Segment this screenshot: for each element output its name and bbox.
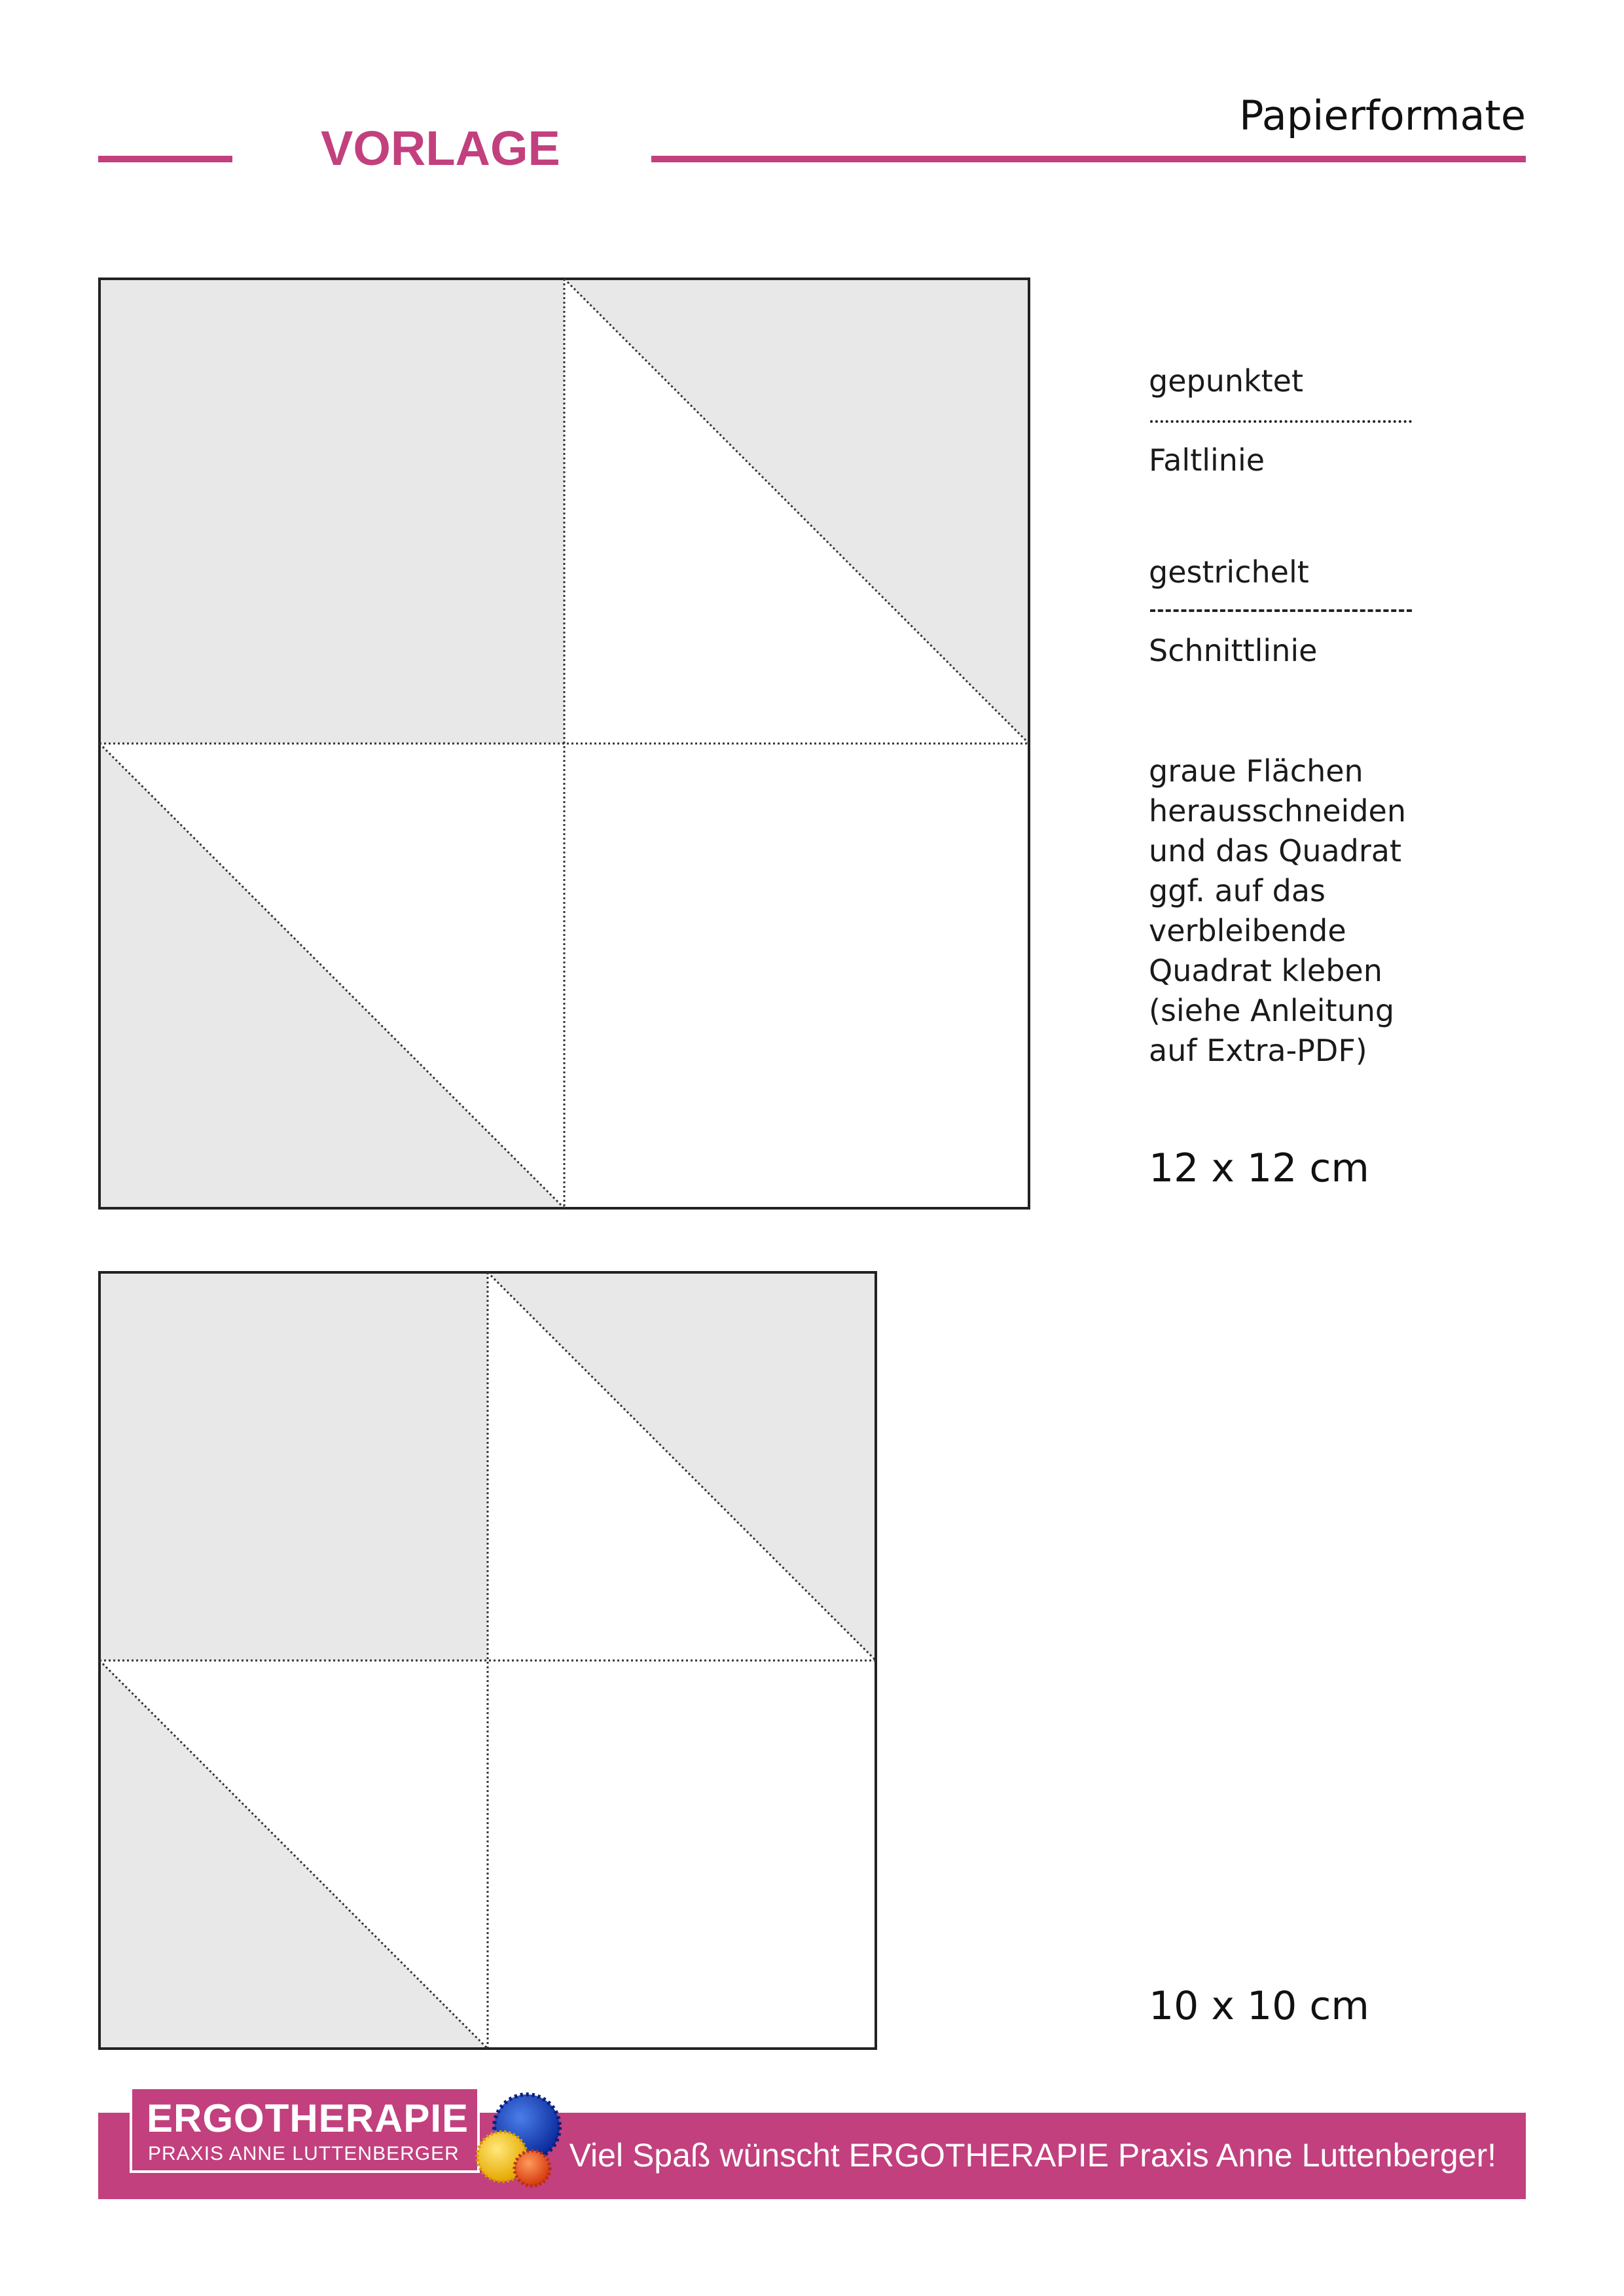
legend-dashed-line [1150,609,1412,612]
page-title: VORLAGE [321,121,560,175]
logo-main-text: ERGOTHERAPIE [147,2096,469,2140]
folding-template-small-drawing [98,1271,877,2050]
legend-dashed-meaning: Schnittlinie [1149,633,1318,668]
header-rule-right [651,156,1526,162]
page-category: Papierformate [1239,92,1526,139]
footer-message: Viel Spaß wünscht ERGOTHERAPIE Praxis Anne Luttenberger! [569,2137,1496,2174]
therapy-balls-icon [475,2091,566,2189]
folding-template-large [98,278,1030,1210]
cutting-instructions: graue Flächen herausschneiden und das Quadrat ggf. auf das verbleibende Quadrat kleben (siehe Anleitung auf Extra-PDF) [1149,753,1406,1068]
folding-template-large-drawing [98,278,1030,1210]
folding-template-small [98,1271,877,2050]
legend-dashed-term: gestrichelt [1149,554,1309,590]
legend-dotted-meaning: Faltlinie [1149,442,1265,478]
size-label-large: 12 x 12 cm [1149,1145,1369,1191]
header-rule-left [98,156,232,162]
logo-sub-text: PRAXIS ANNE LUTTENBERGER [148,2143,460,2164]
cutout-square-top-left [99,1272,488,1660]
practice-logo [130,2087,480,2173]
legend-dotted-term: gepunktet [1149,363,1304,399]
cutout-square-top-left [99,279,564,744]
legend-dotted-line [1150,420,1412,423]
size-label-small: 10 x 10 cm [1149,1983,1369,2029]
